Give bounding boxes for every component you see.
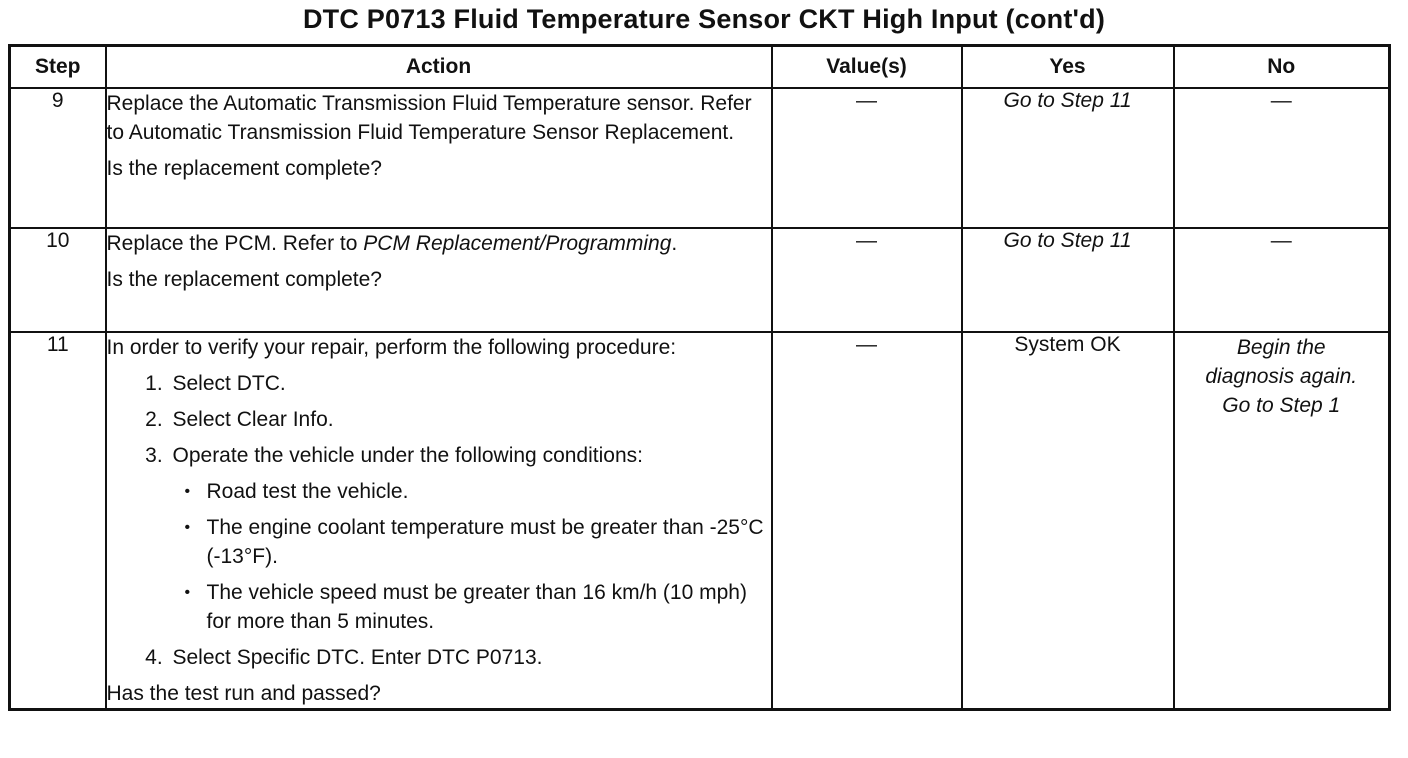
condition-list: [173, 477, 771, 636]
condition-item: • The engine coolant temperature must be greater than -25°C (-13°F).: [207, 513, 771, 571]
yes-cell: System OK: [962, 332, 1174, 710]
table-row-step-9: [10, 88, 1390, 228]
action-question: Is the replacement complete?: [106, 157, 382, 180]
no-text-line: Begin the: [1236, 336, 1326, 359]
no-cell: [1174, 88, 1390, 228]
action-reference: PCM Replacement/Programming: [363, 232, 672, 255]
action-question: Is the replacement complete?: [106, 268, 382, 291]
value-dash: —: [856, 89, 877, 112]
header-step: Step: [10, 46, 106, 89]
condition-item: • The vehicle speed must be greater than 16 km/h (10 mph) for more than 5 minutes.: [207, 578, 771, 636]
action-question: Has the test run and passed?: [106, 682, 381, 705]
header-values: Value(s): [772, 46, 962, 89]
procedure-step: 2. Select Clear Info.: [169, 405, 771, 434]
procedure-step-text: Operate the vehicle under the following conditions:: [172, 444, 643, 467]
header-yes: Yes: [962, 46, 1174, 89]
value-cell: [772, 88, 962, 228]
action-cell: [106, 332, 772, 710]
no-dash: —: [1270, 89, 1292, 112]
yes-cell: Go to Step 11: [962, 88, 1174, 228]
value-cell: [772, 228, 962, 332]
no-text-line: Go to Step 1: [1222, 394, 1341, 417]
action-cell: [106, 228, 772, 332]
procedure-step: 1. Select DTC.: [169, 369, 771, 398]
action-suffix: .: [671, 232, 678, 255]
no-text-line: diagnosis again.: [1205, 365, 1358, 388]
step-number: 11: [10, 332, 106, 710]
action-text: Replace the Automatic Transmission Fluid Temperature sensor. Refer to Automatic Transmission Fluid Temperature Sensor Replacement.: [106, 92, 752, 144]
value-dash: —: [856, 229, 877, 252]
action-cell: [106, 88, 772, 228]
action-prefix: Replace the PCM. Refer to: [106, 232, 364, 255]
action-intro: In order to verify your repair, perform the following procedure:: [106, 336, 677, 359]
action-text: [107, 229, 771, 258]
condition-item: • Road test the vehicle.: [207, 477, 771, 506]
yes-cell: Go to Step 11: [962, 228, 1174, 332]
header-no: No: [1174, 46, 1390, 89]
no-dash: —: [1270, 229, 1292, 252]
value-dash: —: [856, 333, 877, 356]
header-row: [10, 46, 1390, 89]
step-number: 9: [10, 88, 106, 228]
no-cell: [1174, 228, 1390, 332]
step-number: 10: [10, 228, 106, 332]
table-row-step-11: [10, 332, 1390, 710]
diagnostic-table: [8, 44, 1391, 711]
procedure-list: [107, 369, 771, 672]
no-cell: [1174, 332, 1390, 710]
procedure-step: [169, 441, 771, 636]
table-row-step-10: [10, 228, 1390, 332]
page-title: DTC P0713 Fluid Temperature Sensor CKT High Input (cont'd): [302, 4, 1106, 34]
header-action: Action: [106, 46, 772, 89]
procedure-step: 4. Select Specific DTC. Enter DTC P0713.: [169, 643, 771, 672]
value-cell: [772, 332, 962, 710]
